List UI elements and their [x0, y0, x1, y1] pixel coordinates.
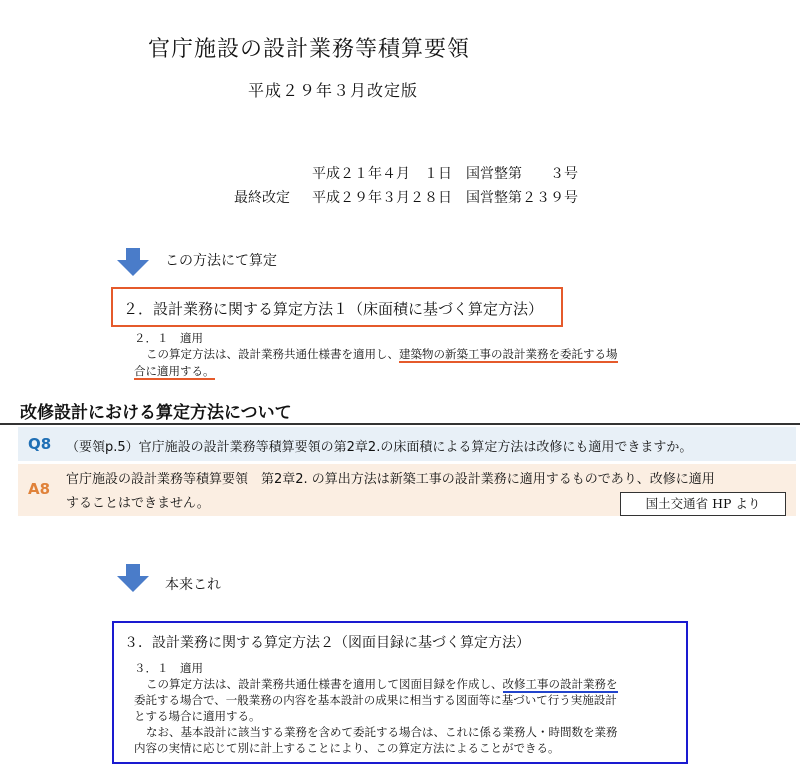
method2-line4: なお、基本設計に該当する業務を含めて委託する場合は、これに係る業務人・時間数を業務 [146, 725, 618, 739]
method2-box [112, 621, 688, 764]
method2-line1-text: この算定方法は、設計業務共通仕様書を適用して図面目録を作成し、 [146, 677, 503, 691]
question-row [18, 427, 796, 461]
source-note: 国土交通省 HP より [620, 492, 786, 516]
method2-line3: とする場合に適用する。 [134, 709, 261, 723]
method2-line5: 内容の実情に応じて別に計上することにより、この算定方法によることができる。 [134, 741, 560, 755]
answer-line1: 官庁施設の設計業務等積算要領 第2章2. の算出方法は新築工事の設計業務に適用するものであり、改修に適用 [66, 472, 715, 487]
method2-heading: ３．設計業務に関する算定方法２（図面目録に基づく算定方法） [124, 635, 530, 651]
method1-box [111, 287, 563, 327]
document-title: 官庁施設の設計業務等積算要領 [148, 37, 471, 62]
method1-line1 [146, 346, 618, 362]
method2-line1 [146, 676, 618, 692]
method1-line2 [134, 363, 215, 379]
method1-line1-text: この算定方法は、設計業務共通仕様書を適用し、 [146, 347, 399, 361]
method2-line2: 委託する場合で、一般業務の内容を基本設計の成果に相当する図面等に基づいて行う実施設計 [134, 693, 617, 707]
method1-heading: ２．設計業務に関する算定方法１（床面積に基づく算定方法） [123, 300, 544, 318]
arrow-label-method2: 本来これ [165, 577, 221, 593]
answer-tag: A8 [28, 480, 51, 498]
method2-subheading: ３．１ 適用 [134, 661, 203, 675]
issued-line: 平成２１年４月 １日 国営整第 ３号 [312, 166, 578, 182]
method1-underlined-text: 建築物の新築工事の設計業務を委託する場 [399, 347, 618, 361]
down-arrow-icon [117, 248, 149, 276]
question-text: （要領p.5）官庁施設の設計業務等積算要領の第2章2.の床面積による算定方法は改修にも適用できますか。 [66, 440, 693, 455]
section-divider [0, 423, 800, 425]
down-arrow-icon [117, 564, 149, 592]
answer-line2: することはできません。 [66, 496, 210, 511]
question-tag: Q8 [28, 435, 52, 453]
method2-underlined-text: 改修工事の設計業務を [502, 677, 618, 691]
revised-line: 平成２９年３月２８日 国営整第２３９号 [312, 190, 578, 206]
edition-label: 平成２９年３月改定版 [248, 81, 419, 100]
arrow-label-method1: この方法にて算定 [165, 253, 277, 269]
method1-subheading: ２．１ 適用 [134, 331, 203, 345]
revised-label: 最終改定 [234, 190, 290, 206]
method1-underlined-text-2: 合に適用する。 [134, 364, 215, 378]
section-title: 改修設計における算定方法について [20, 403, 292, 423]
